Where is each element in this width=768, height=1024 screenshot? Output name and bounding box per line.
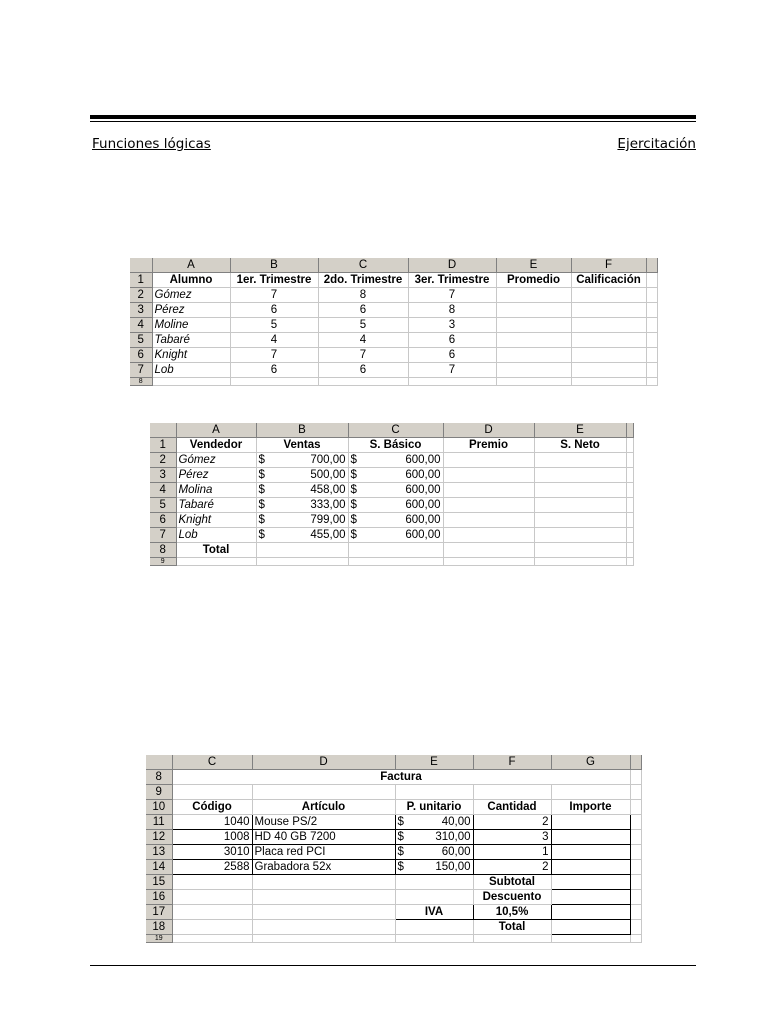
header-cell: Importe — [551, 800, 630, 815]
corner-cell — [130, 258, 152, 273]
grade-cell: 6 — [408, 348, 496, 363]
invoice-spreadsheet — [146, 755, 642, 943]
corner-cell — [146, 755, 172, 770]
seller-cell: Tabaré — [176, 498, 256, 513]
name-cell: Pérez — [152, 303, 230, 318]
header-cell: 1er. Trimestre — [230, 273, 318, 288]
quantity-cell: 1 — [473, 845, 551, 860]
code-cell: 2588 — [172, 860, 252, 875]
col-header-extra — [626, 423, 633, 438]
name-cell: Knight — [152, 348, 230, 363]
importe-cell — [551, 830, 630, 845]
row-header: 8 — [150, 543, 176, 558]
row-header: 1 — [130, 273, 152, 288]
header-cell: S. Básico — [348, 438, 443, 453]
iva-label: IVA — [395, 905, 473, 920]
quantity-cell: 3 — [473, 830, 551, 845]
row-header: 19 — [146, 935, 172, 943]
row-header: 9 — [150, 558, 176, 566]
seller-cell: Gómez — [176, 453, 256, 468]
descuento-label: Descuento — [473, 890, 551, 905]
header-cell: Cantidad — [473, 800, 551, 815]
grade-cell: 6 — [318, 363, 408, 378]
code-cell: 1040 — [172, 815, 252, 830]
calificacion-cell — [571, 318, 646, 333]
header-cell: Calificación — [571, 273, 646, 288]
col-header: F — [571, 258, 646, 273]
corner-cell — [150, 423, 176, 438]
code-cell: 3010 — [172, 845, 252, 860]
header-cell: Vendedor — [176, 438, 256, 453]
sales-spreadsheet — [150, 423, 634, 566]
neto-cell — [534, 468, 626, 483]
section-label: Ejercitación — [617, 136, 696, 152]
neto-cell — [534, 513, 626, 528]
grade-cell: 6 — [408, 333, 496, 348]
col-header: C — [172, 755, 252, 770]
header-cell: Promedio — [496, 273, 571, 288]
unit-price-cell: $ 310,00 — [395, 830, 473, 845]
row-header: 8 — [130, 378, 152, 386]
base-salary-cell: $ 600,00 — [348, 453, 443, 468]
col-header: B — [230, 258, 318, 273]
header-cell: Ventas — [256, 438, 348, 453]
total-label: Total — [473, 920, 551, 935]
neto-cell — [534, 498, 626, 513]
grade-cell: 7 — [408, 363, 496, 378]
col-header: G — [551, 755, 630, 770]
row-header: 10 — [146, 800, 172, 815]
neto-cell — [534, 483, 626, 498]
sales-cell: $ 455,00 — [256, 528, 348, 543]
row-header: 8 — [146, 770, 172, 785]
col-header: D — [408, 258, 496, 273]
invoice-title: Factura — [172, 770, 630, 785]
promedio-cell — [496, 288, 571, 303]
article-cell: HD 40 GB 7200 — [252, 830, 395, 845]
row-header: 13 — [146, 845, 172, 860]
name-cell: Tabaré — [152, 333, 230, 348]
subtotal-label: Subtotal — [473, 875, 551, 890]
seller-cell: Knight — [176, 513, 256, 528]
unit-price-cell: $ 60,00 — [395, 845, 473, 860]
col-header: D — [252, 755, 395, 770]
row-header: 1 — [150, 438, 176, 453]
name-cell: Lob — [152, 363, 230, 378]
premio-cell — [443, 498, 534, 513]
calificacion-cell — [571, 288, 646, 303]
seller-cell: Lob — [176, 528, 256, 543]
header-cell: 3er. Trimestre — [408, 273, 496, 288]
row-header: 2 — [150, 453, 176, 468]
header-cell: Premio — [443, 438, 534, 453]
grade-cell: 3 — [408, 318, 496, 333]
calificacion-cell — [571, 333, 646, 348]
sales-cell: $ 700,00 — [256, 453, 348, 468]
promedio-cell — [496, 333, 571, 348]
grade-cell: 5 — [230, 318, 318, 333]
row-header: 5 — [130, 333, 152, 348]
sales-cell: $ 799,00 — [256, 513, 348, 528]
subtotal-cell — [551, 875, 630, 890]
promedio-cell — [496, 303, 571, 318]
importe-cell — [551, 815, 630, 830]
grade-cell: 7 — [230, 348, 318, 363]
grade-cell: 6 — [230, 363, 318, 378]
sales-cell: $ 333,00 — [256, 498, 348, 513]
header-cell: Código — [172, 800, 252, 815]
seller-cell: Pérez — [176, 468, 256, 483]
neto-cell — [534, 528, 626, 543]
article-cell: Grabadora 52x — [252, 860, 395, 875]
article-cell: Mouse PS/2 — [252, 815, 395, 830]
row-header: 18 — [146, 920, 172, 935]
header-cell: S. Neto — [534, 438, 626, 453]
header-cell: 2do. Trimestre — [318, 273, 408, 288]
promedio-cell — [496, 318, 571, 333]
grade-cell: 4 — [318, 333, 408, 348]
importe-cell — [551, 860, 630, 875]
iva-cell — [551, 905, 630, 920]
row-header: 3 — [130, 303, 152, 318]
row-header: 17 — [146, 905, 172, 920]
name-cell: Gómez — [152, 288, 230, 303]
col-header: D — [443, 423, 534, 438]
base-salary-cell: $ 600,00 — [348, 498, 443, 513]
row-header: 6 — [130, 348, 152, 363]
col-header: C — [318, 258, 408, 273]
col-header: E — [395, 755, 473, 770]
row-header: 6 — [150, 513, 176, 528]
row-header: 7 — [150, 528, 176, 543]
descuento-cell — [551, 890, 630, 905]
row-header: 4 — [150, 483, 176, 498]
row-header: 5 — [150, 498, 176, 513]
row-header: 14 — [146, 860, 172, 875]
total-label: Total — [176, 543, 256, 558]
premio-cell — [443, 453, 534, 468]
importe-cell — [551, 845, 630, 860]
row-header: 9 — [146, 785, 172, 800]
name-cell: Moline — [152, 318, 230, 333]
premio-cell — [443, 468, 534, 483]
col-header: C — [348, 423, 443, 438]
promedio-cell — [496, 363, 571, 378]
unit-price-cell: $ 150,00 — [395, 860, 473, 875]
premio-cell — [443, 513, 534, 528]
premio-cell — [443, 483, 534, 498]
calificacion-cell — [571, 303, 646, 318]
row-header: 2 — [130, 288, 152, 303]
page-title: Funciones lógicas — [92, 136, 211, 152]
code-cell: 1008 — [172, 830, 252, 845]
seller-cell: Molina — [176, 483, 256, 498]
neto-cell — [534, 453, 626, 468]
row-header: 11 — [146, 815, 172, 830]
row-header: 3 — [150, 468, 176, 483]
calificacion-cell — [571, 348, 646, 363]
grade-cell: 8 — [318, 288, 408, 303]
quantity-cell: 2 — [473, 860, 551, 875]
header-cell: Alumno — [152, 273, 230, 288]
row-header: 16 — [146, 890, 172, 905]
grade-cell: 5 — [318, 318, 408, 333]
base-salary-cell: $ 600,00 — [348, 483, 443, 498]
total-cell — [551, 920, 630, 935]
grade-cell: 6 — [318, 303, 408, 318]
base-salary-cell: $ 600,00 — [348, 528, 443, 543]
col-header: E — [496, 258, 571, 273]
sales-cell: $ 458,00 — [256, 483, 348, 498]
base-salary-cell: $ 600,00 — [348, 468, 443, 483]
grade-cell: 7 — [230, 288, 318, 303]
grade-cell: 6 — [230, 303, 318, 318]
col-header: A — [176, 423, 256, 438]
sales-cell: $ 500,00 — [256, 468, 348, 483]
col-header: B — [256, 423, 348, 438]
header-cell: Artículo — [252, 800, 395, 815]
row-header: 12 — [146, 830, 172, 845]
row-header: 4 — [130, 318, 152, 333]
unit-price-cell: $ 40,00 — [395, 815, 473, 830]
grade-cell: 7 — [318, 348, 408, 363]
grades-spreadsheet — [130, 258, 658, 386]
base-salary-cell: $ 600,00 — [348, 513, 443, 528]
top-rule — [90, 115, 696, 119]
top-rule-thin — [90, 121, 696, 122]
grade-cell: 7 — [408, 288, 496, 303]
col-header: E — [534, 423, 626, 438]
calificacion-cell — [571, 363, 646, 378]
header-cell: P. unitario — [395, 800, 473, 815]
article-cell: Placa red PCI — [252, 845, 395, 860]
bottom-rule — [90, 965, 696, 966]
col-header: F — [473, 755, 551, 770]
premio-cell — [443, 528, 534, 543]
col-header-extra — [630, 755, 641, 770]
row-header: 7 — [130, 363, 152, 378]
col-header-extra — [646, 258, 657, 273]
grade-cell: 4 — [230, 333, 318, 348]
promedio-cell — [496, 348, 571, 363]
row-header: 15 — [146, 875, 172, 890]
iva-rate: 10,5% — [473, 905, 551, 920]
quantity-cell: 2 — [473, 815, 551, 830]
col-header: A — [152, 258, 230, 273]
grade-cell: 8 — [408, 303, 496, 318]
